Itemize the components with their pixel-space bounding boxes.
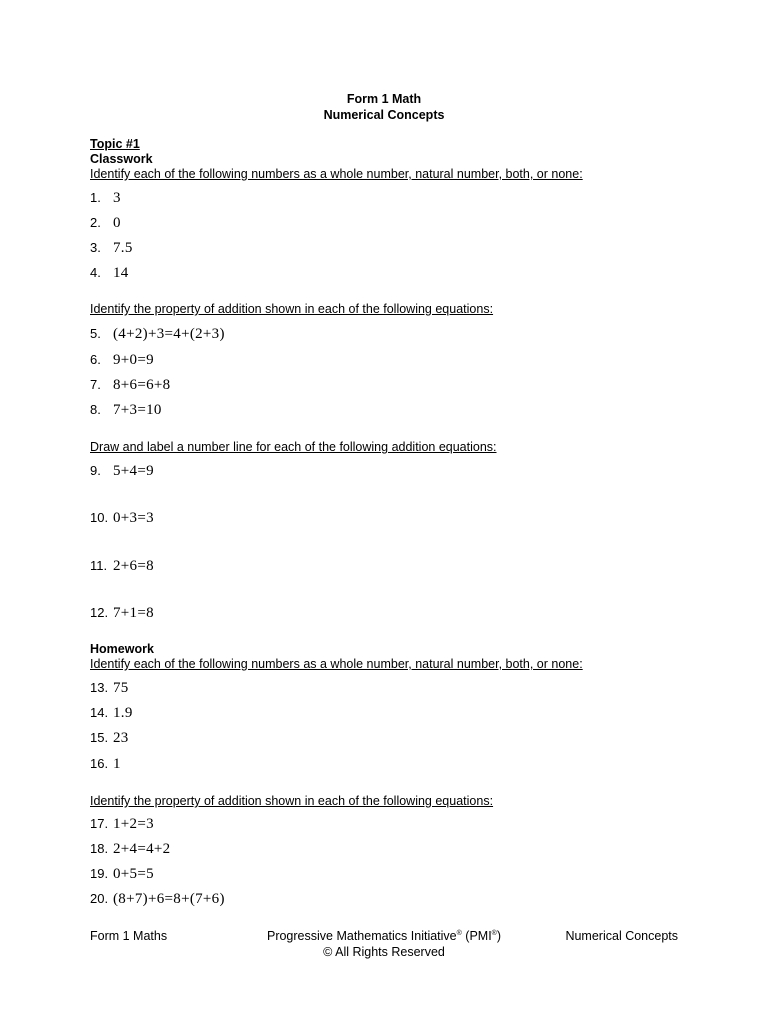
question-number: 8. [90,402,101,417]
question-item [90,840,170,858]
question-number: 5. [90,326,101,341]
footer-copyright: © All Rights Reserved [323,945,445,959]
question-expression: 2+4=4+2 [113,841,171,857]
question-number: 17. [90,816,109,831]
question-item [90,704,133,722]
question-item [90,325,225,343]
footer-close-paren: ) [496,929,502,943]
question-expression: 2+6=8 [113,558,154,574]
question-number: 12. [90,605,109,620]
question-expression: 5+4=9 [113,463,154,479]
question-item [90,351,154,369]
question-number: 20. [90,891,109,906]
question-expression: 23 [113,730,129,746]
question-expression: 0 [113,215,121,231]
question-expression: 8+6=6+8 [113,377,171,393]
question-item [90,462,154,480]
question-number: 9. [90,463,101,478]
question-expression: 7+1=8 [113,605,154,621]
question-expression: 9+0=9 [113,352,154,368]
registered-mark: ® [491,929,497,937]
question-item [90,604,154,622]
question-expression: 1 [113,756,121,772]
question-number: 14. [90,705,109,720]
question-number: 19. [90,866,109,881]
question-item [90,189,121,207]
classwork-heading: Classwork [90,152,153,166]
question-item [90,865,154,883]
question-number: 6. [90,352,101,367]
instruction-classify-numbers: Identify each of the following numbers as a whole number, natural number, both, or none: [90,657,583,671]
question-item [90,729,129,747]
question-number: 11. [90,558,108,573]
question-item [90,264,129,282]
question-expression: (4+2)+3=4+(2+3) [113,326,225,342]
question-expression: 7+3=10 [113,402,162,418]
question-number: 16. [90,756,109,771]
footer-left: Form 1 Maths [90,929,168,943]
question-item [90,239,133,257]
question-expression: 3 [113,190,121,206]
footer-org-name: Progressive Mathematics Initiative [266,929,457,943]
question-number: 3. [90,240,101,255]
question-item [90,815,154,833]
question-item [90,401,162,419]
question-item [90,557,154,575]
question-number: 4. [90,265,101,280]
question-number: 10. [90,510,109,525]
question-item [90,679,129,697]
document-subtitle: Numerical Concepts [323,108,445,122]
question-expression: (8+7)+6=8+(7+6) [113,891,225,907]
question-number: 7. [90,377,101,392]
footer-org-abbr: (PMI [461,929,492,943]
question-expression: 1+2=3 [113,816,154,832]
question-number: 15. [90,730,109,745]
question-item [90,214,121,232]
registered-mark: ® [456,929,462,937]
question-number: 1. [90,190,101,205]
question-item [90,755,121,773]
question-number: 13. [90,680,109,695]
homework-heading: Homework [90,642,154,656]
question-expression: 14 [113,265,129,281]
question-item [90,509,154,527]
instruction-number-line: Draw and label a number line for each of the following addition equations: [90,440,497,454]
topic-heading: Topic #1 [90,137,140,151]
question-item [90,890,225,908]
question-item [90,376,170,394]
instruction-addition-property: Identify the property of addition shown in each of the following equations: [90,794,494,808]
question-expression: 1.9 [113,705,133,721]
question-number: 18. [90,841,109,856]
question-expression: 7.5 [113,240,133,256]
question-expression: 75 [113,680,129,696]
question-expression: 0+5=5 [113,866,154,882]
instruction-classify-numbers: Identify each of the following numbers as a whole number, natural number, both, or none: [90,167,583,181]
question-number: 2. [90,215,101,230]
instruction-addition-property: Identify the property of addition shown in each of the following equations: [90,302,494,316]
question-expression: 0+3=3 [113,510,154,526]
footer-right: Numerical Concepts [565,929,678,943]
document-title: Form 1 Math [346,92,422,106]
